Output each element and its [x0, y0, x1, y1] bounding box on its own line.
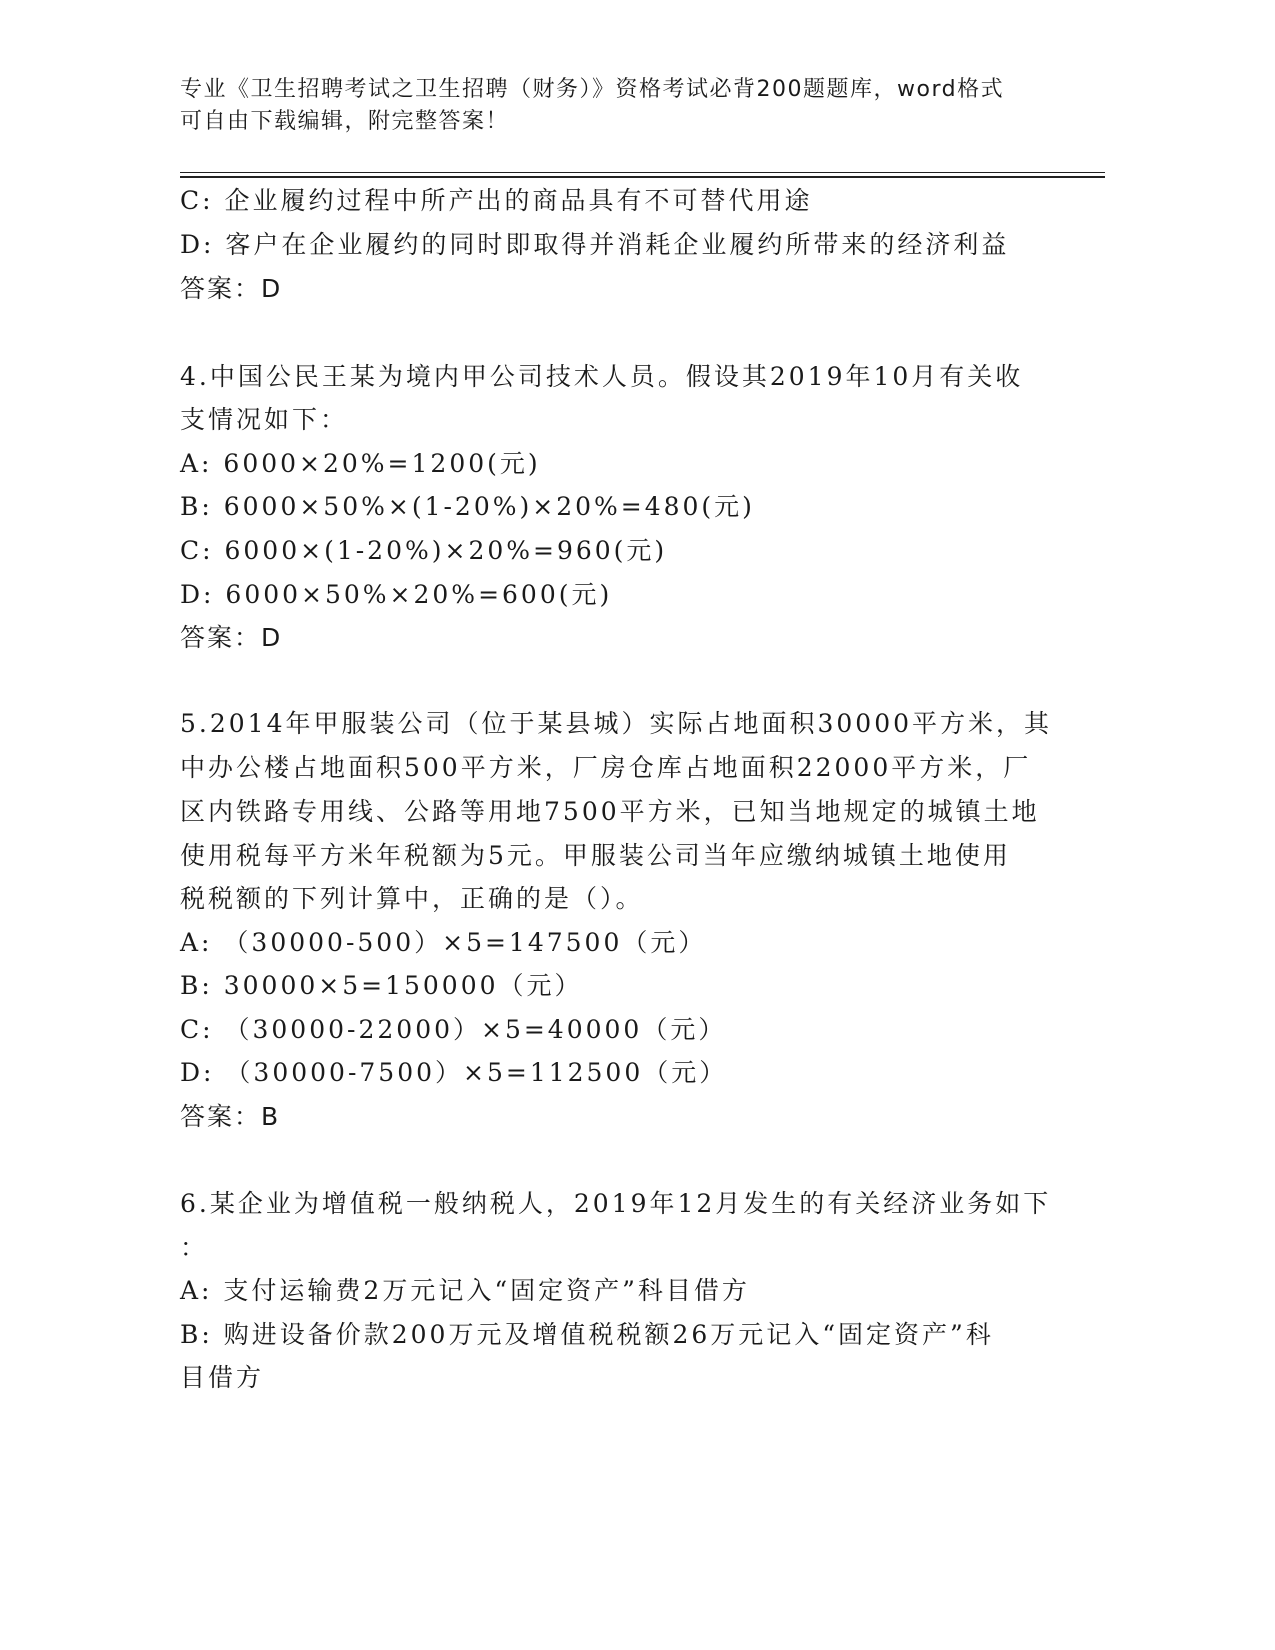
q5-answer: 答案：B: [180, 1102, 281, 1131]
q4-option-a: A: 6000×20%=1200(元): [180, 449, 541, 478]
q4-option-c: C: 6000×(1-20%)×20%=960(元): [180, 536, 668, 565]
q4-stem-line-2: 支情况如下：: [180, 405, 349, 434]
header-line-2: 可自由下载编辑，附完整答案！: [180, 109, 510, 134]
q4-option-b: B: 6000×50%×(1-20%)×20%=480(元): [180, 492, 755, 521]
q6-stem-line-1: 6.某企业为增值税一般纳税人，2019年12月发生的有关经济业务如下: [180, 1189, 1052, 1218]
q3-answer: 答案：D: [180, 274, 283, 303]
q5-option-d: D: （30000-7500）×5=112500（元）: [180, 1058, 728, 1087]
q6-stem-line-2: ：: [180, 1233, 209, 1262]
q6-option-b-line-2: 目借方: [180, 1363, 265, 1392]
header-divider-thin: [180, 172, 1105, 173]
q3-option-d: D: 客户在企业履约的同时即取得并消耗企业履约所带来的经济利益: [180, 230, 1010, 259]
q5-option-a: A: （30000-500）×5=147500（元）: [180, 928, 707, 957]
q5-stem-line-3: 区内铁路专用线、公路等用地7500平方米，已知当地规定的城镇土地: [180, 797, 1040, 826]
q4-stem-line-1: 4.中国公民王某为境内甲公司技术人员。假设其2019年10月有关收: [180, 362, 1024, 391]
header-line-1: 专业《卫生招聘考试之卫生招聘（财务）》资格考试必背200题题库，word格式: [180, 77, 1005, 102]
q4-answer: 答案：D: [180, 623, 283, 652]
q6-option-a: A: 支付运输费2万元记入“固定资产”科目借方: [180, 1276, 750, 1305]
header-divider-thick: [180, 176, 1105, 178]
q4-option-d: D: 6000×50%×20%=600(元): [180, 580, 613, 609]
q5-stem-line-4: 使用税每平方米年税额为5元。甲服装公司当年应缴纳城镇土地使用: [180, 841, 1011, 870]
q5-stem-line-5: 税税额的下列计算中，正确的是（）。: [180, 884, 644, 913]
q5-option-c: C: （30000-22000）×5=40000（元）: [180, 1015, 727, 1044]
q5-stem-line-1: 5.2014年甲服装公司（位于某县城）实际占地面积30000平方米，其: [180, 709, 1053, 738]
q6-option-b-line-1: B: 购进设备价款200万元及增值税税额26万元记入“固定资产”科: [180, 1320, 994, 1349]
q5-option-b: B: 30000×5=150000（元）: [180, 971, 583, 1000]
document-header: [180, 74, 1060, 138]
q3-option-c: C: 企业履约过程中所产出的商品具有不可替代用途: [180, 186, 813, 215]
q5-stem-line-2: 中办公楼占地面积500平方米，厂房仓库占地面积22000平方米，厂: [180, 753, 1032, 782]
